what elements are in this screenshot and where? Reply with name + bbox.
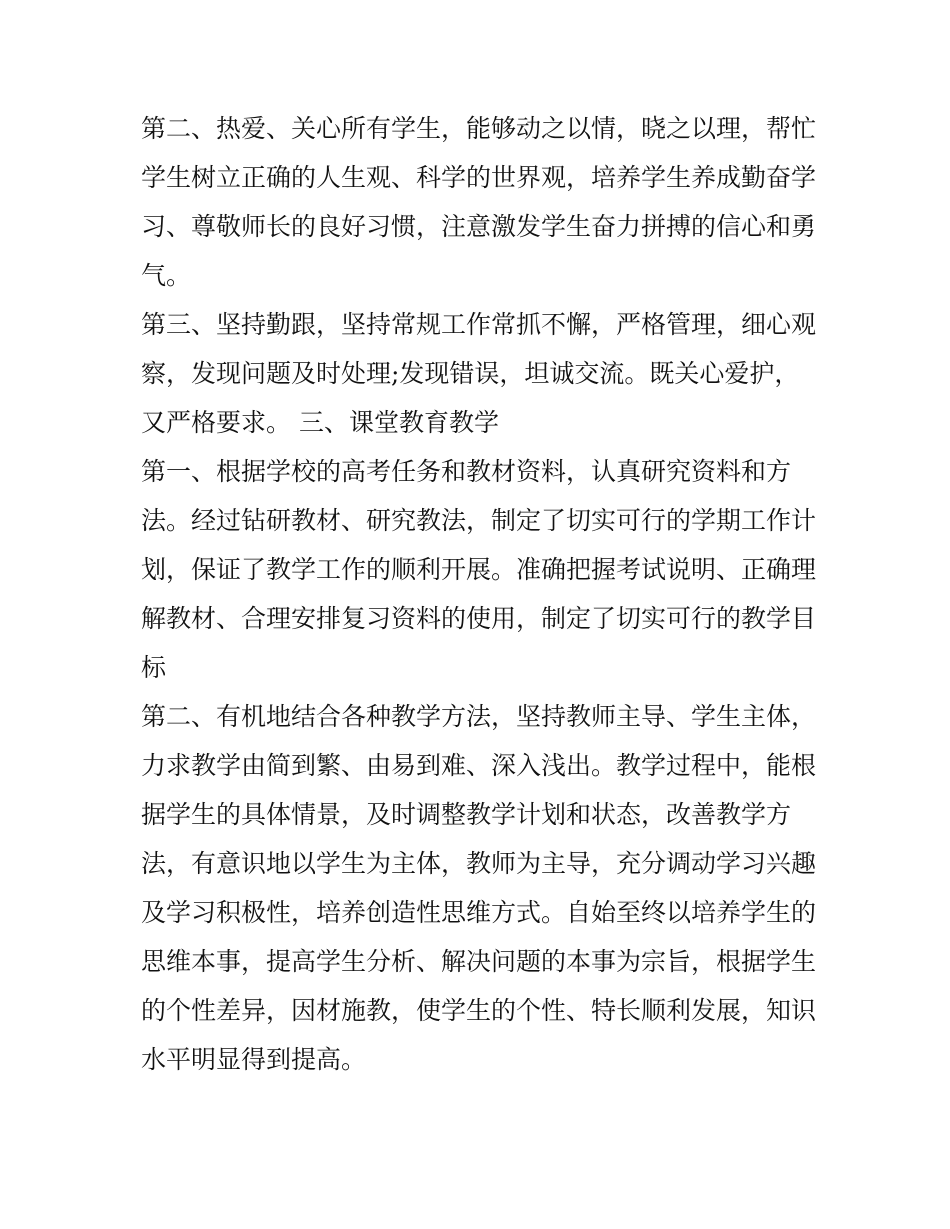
text-line: 解教材、合理安排复习资料的使用，制定了切实可行的教学目: [141, 604, 817, 633]
text-line: 水平明显得到提高。: [141, 1045, 367, 1074]
text-line: 力求教学由简到繁、由易到难、深入浅出。教学过程中，能根: [141, 751, 817, 780]
text-line: 第二、有机地结合各种教学方法，坚持教师主导、学生主体，: [141, 702, 817, 731]
text-line: 的个性差异，因材施教，使学生的个性、特长顺利发展，知识: [141, 996, 817, 1025]
text-line: 及学习积极性，培养创造性思维方式。自始至终以培养学生的: [141, 898, 817, 927]
text-line: 划，保证了教学工作的顺利开展。准确把握考试说明、正确理: [141, 555, 817, 584]
text-line: 察，发现问题及时处理;发现错误，坦诚交流。既关心爱护，: [141, 359, 800, 388]
text-line: 标: [141, 653, 167, 682]
text-line: 第一、根据学校的高考任务和教材资料，认真研究资料和方: [141, 457, 792, 486]
text-line: 据学生的具体情景，及时调整教学计划和状态，改善教学方: [141, 800, 792, 829]
text-line: 法，有意识地以学生为主体，教师为主导，充分调动学习兴趣: [141, 849, 817, 878]
text-line: 第三、坚持勤跟，坚持常规工作常抓不懈，严格管理，细心观: [141, 310, 817, 339]
text-line: 又严格要求。 三、课堂教育教学: [141, 408, 499, 437]
text-line: 学生树立正确的人生观、科学的世界观，培养学生养成勤奋学: [141, 163, 817, 192]
text-line: 习、尊敬师长的良好习惯，注意激发学生奋力拼搏的信心和勇: [141, 212, 817, 241]
body-text: [141, 104, 821, 1084]
text-line: 法。经过钻研教材、研究教法，制定了切实可行的学期工作计: [141, 506, 817, 535]
text-line: 气。: [141, 261, 192, 290]
text-line: 第二、热爱、关心所有学生，能够动之以情，晓之以理，帮忙: [141, 114, 817, 143]
text-line: 思维本事，提高学生分析、解决问题的本事为宗旨，根据学生: [141, 947, 817, 976]
